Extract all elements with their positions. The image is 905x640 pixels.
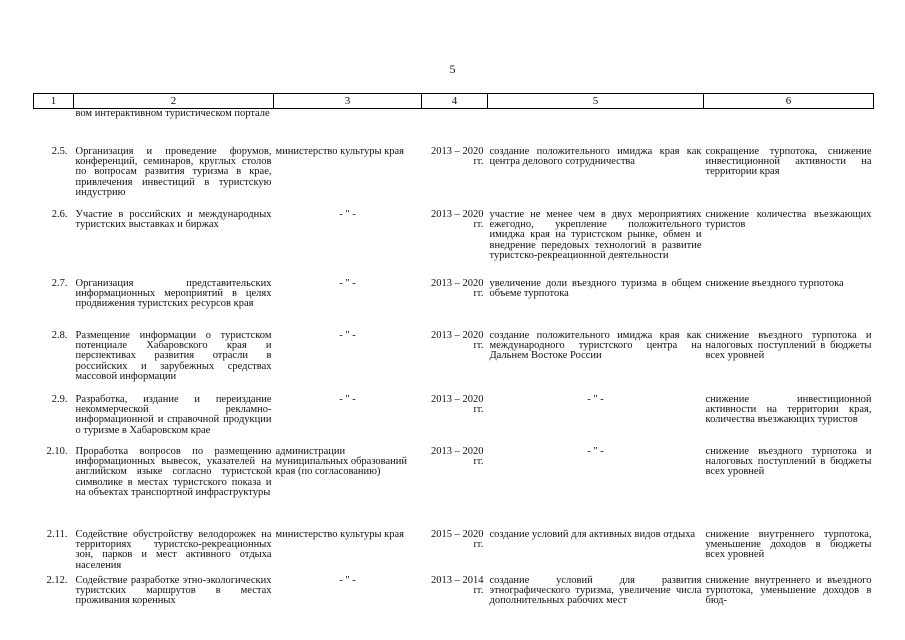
header-col-4: 4 (422, 94, 488, 109)
table-row (34, 395, 874, 447)
activity-cell: Участие в российских и международных туристских выставках и биржах (75, 208, 272, 230)
continuation-row (34, 109, 874, 147)
header-col-5: 5 (488, 94, 704, 109)
activity-cell: Проработка вопросов по размещению информационных вывесок, указателей на английском языке согласно туристской символике в местах туристского показа и на объектах транспортной инфраструктуры (75, 445, 272, 499)
period-cell: 2013 – 2020 гг. (431, 208, 484, 230)
consequence-cell: снижение инвестиционной активности на территории края, количества въезжающих туристов (705, 393, 872, 426)
result-cell: создание условий для развития этнографического туризма, увеличение числа дополнительных рабочих мест (489, 574, 702, 607)
result-cell: увеличение доли въездного туризма в общем объеме турпотока (489, 277, 702, 299)
activity-cell: Организация представительских информационных мероприятий в целях продвижения туристских ресурсов края (75, 277, 272, 310)
row-number: 2.8. (51, 329, 68, 341)
executor-cell (274, 279, 422, 331)
ditto-mark: - " - (587, 393, 604, 405)
period-cell: 2013 – 2020 гг. (431, 329, 484, 351)
header-col-3: 3 (274, 94, 422, 109)
ditto-mark: - " - (339, 393, 356, 405)
row-number: 2.7. (51, 277, 68, 289)
result-cell: создание положительного имиджа края как центра делового сотрудничества (489, 145, 702, 167)
period-cell: 2013 – 2020 гг. (431, 445, 484, 467)
consequence-cell: сокращение турпотока, снижение инвестиционной активности на территории края (705, 145, 872, 178)
ditto-mark: - " - (339, 574, 356, 586)
row-number: 2.11. (46, 528, 68, 540)
executor-cell (274, 395, 422, 447)
period-cell: 2015 – 2020 гг. (431, 528, 484, 550)
row-number: 2.5. (51, 145, 68, 157)
result-cell: создание положительного имиджа края как международного туристского центра на Дальнем Востоке России (489, 329, 702, 362)
activity-cell: Организация и проведение форумов, конференций, семинаров, круглых столов по вопросам развития туризма в крае, привлечения инвестиций в туристскую индустрию (75, 145, 272, 199)
row-number: 2.6. (51, 208, 68, 220)
consequence-cell: снижение въездного турпотока и налоговых поступлений в бюджеты всех уровней (705, 445, 872, 478)
executor-cell (274, 210, 422, 279)
ditto-mark: - " - (339, 208, 356, 220)
period-cell: 2013 – 2014 гг. (431, 574, 484, 596)
executor-cell (274, 576, 422, 626)
executor-cell: администрации муниципальных образований края (по согласованию) (275, 445, 407, 478)
result-cell (488, 395, 704, 447)
result-cell: участие не менее чем в двух мероприятиях ежегодно, укрепление положительного имиджа края на туристском рынке, обмен и внедрение передовых технологий в развитие туристско-рекреационной деятельности (489, 208, 702, 262)
table-row (34, 530, 874, 576)
executor-cell: министерство культуры края (275, 145, 405, 157)
activity-cell: Содействие обустройству велодорожек на территориях туристско-рекреационных зон, парков и мест активного отдыха населения (75, 528, 272, 571)
executor-cell: министерство культуры края (275, 528, 405, 540)
page-number: 5 (449, 62, 456, 76)
row-number: 2.9. (51, 393, 68, 405)
header-col-6: 6 (704, 94, 874, 109)
row-number: 2.10. (46, 445, 68, 457)
activity-cell: Содействие разработке этно-экологических туристских маршрутов в местах проживания коренных (75, 574, 272, 607)
activity-cell: Разработка, издание и переиздание некоммерческой рекламно-информационной и справочной продукции о туризме в Хабаровском крае (75, 393, 272, 436)
consequence-cell: снижение количества въезжающих туристов (705, 208, 872, 230)
executor-cell (274, 331, 422, 395)
consequence-cell: снижение въездного турпотока и налоговых поступлений в бюджеты всех уровней (705, 329, 872, 362)
header-col-1: 1 (34, 94, 74, 109)
period-cell: 2013 – 2020 гг. (431, 393, 484, 415)
table-row (34, 147, 874, 210)
continuation-text: вом интерактивном туристическом портале (75, 108, 270, 119)
ditto-mark: - " - (339, 329, 356, 341)
table-row (34, 210, 874, 279)
table-row (34, 576, 874, 626)
activity-cell: Размещение информации о туристском потенциале Хабаровского края и перспективах развития отрасли в российских и зарубежных средствах массовой информации (75, 329, 272, 383)
header-col-2: 2 (74, 94, 274, 109)
table-row (34, 331, 874, 395)
activities-table (33, 93, 874, 626)
header-row (34, 94, 874, 109)
table-row (34, 447, 874, 530)
consequence-cell: снижение внутреннего и въездного турпотока, уменьшение доходов в бюд- (705, 574, 872, 607)
ditto-mark: - " - (587, 445, 604, 457)
result-cell (488, 447, 704, 530)
consequence-cell: снижение внутреннего турпотока, уменьшение доходов в бюджеты всех уровней (705, 528, 872, 561)
period-cell: 2013 – 2020 гг. (431, 277, 484, 299)
consequence-cell: снижение въездного турпотока (705, 277, 844, 289)
result-cell: создание условий для активных видов отдыха (489, 528, 695, 540)
period-cell: 2013 – 2020 гг. (431, 145, 484, 167)
row-number: 2.12. (46, 574, 68, 586)
ditto-mark: - " - (339, 277, 356, 289)
table-row (34, 279, 874, 331)
